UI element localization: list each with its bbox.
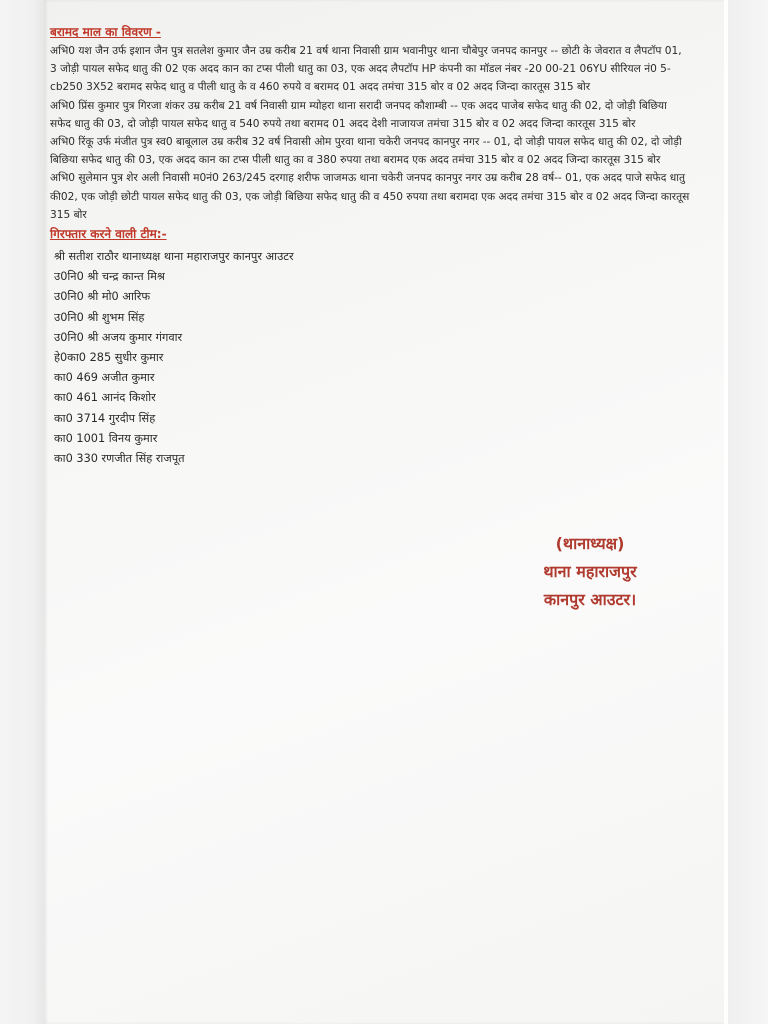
signature-station: थाना महाराजपुर bbox=[543, 562, 637, 581]
right-background bbox=[728, 0, 768, 1024]
team-member: उ0नि0 श्री चन्द्र कान्त मिश्र bbox=[54, 270, 165, 284]
team-member: का0 3714 गुरदीप सिंह bbox=[54, 411, 156, 425]
accused-3-paragraph: अभि0 रिंकू उर्फ मंजीत पुत्र स्व0 बाबूलाल उम्र करीब 32 वर्ष निवासी ओम पुरवा थाना चकेरी जनपद कानपुर नगर -- 01, दो जोड़ी पायल सफेद धातु की 02, दो जोड़ी बिछिया सफेद धातु की 03, एक अदद कान का टप्स पीली धातु का व 380 रुपया तथा बरामद एक अदद तमंचा 315 बोर व 02 अदद जिन्दा कारतूस 315 बोर bbox=[50, 136, 682, 167]
team-member: उ0नि0 श्री मो0 आरिफ bbox=[54, 290, 151, 304]
accused-2-paragraph: अभि0 प्रिंस कुमार पुत्र गिरजा शंकर उम्र करीब 21 वर्ष निवासी ग्राम म्योहरा थाना सरादी जनपद कौशाम्बी -- एक अदद पाजेब सफेद धातु की 02, दो जोड़ी बिछिया सफेद धातु की 03, दो जोड़ी पायल सफेद धातु व 540 रुपये तथा बरामद 01 अदद देशी नाजायज तमंचा 315 बोर व 02 अदद जिन्दा कारतूस 315 बोर bbox=[50, 99, 667, 130]
recovered-items-heading: बरामद माल का विवरण - bbox=[50, 25, 161, 39]
arresting-team-heading: गिरफ्तार करने वाली टीम:- bbox=[50, 227, 167, 242]
team-member: का0 469 अजीत कुमार bbox=[54, 371, 155, 385]
signature-designation: (थानाध्यक्ष) bbox=[555, 534, 625, 553]
arresting-team-list bbox=[54, 247, 690, 469]
accused-4-paragraph: अभि0 सुलेमान पुत्र शेर अली निवासी म0नं0 263/245 दरगाह शरीफ जाजमऊ थाना चकेरी जनपद कानपुर नगर उम्र करीब 28 वर्ष-- 01, एक अदद पाजे सफेद धातु की02, एक जोड़ी छोटी पायल सफेद धातु की 03, एक जोड़ी बिछिया सफेद धातु की व 450 रुपया तथा बरामदा एक अदद तमंचा 315 बोर व 02 अदद जिन्दा कारतूस 315 बोर bbox=[50, 172, 690, 221]
signature-district: कानपुर आउटर। bbox=[543, 590, 637, 609]
document-content bbox=[50, 24, 690, 469]
team-member: उ0नि0 श्री अजय कुमार गंगवार bbox=[54, 330, 183, 344]
team-member: हे0का0 285 सुधीर कुमार bbox=[54, 351, 164, 365]
team-member: श्री सतीश राठौर थानाध्यक्ष थाना महाराजपुर कानपुर आउटर bbox=[54, 250, 294, 264]
team-member: का0 461 आनंद किशोर bbox=[54, 391, 156, 405]
left-background bbox=[0, 0, 44, 1024]
team-member: का0 330 रणजीत सिंह राजपूत bbox=[54, 452, 185, 466]
accused-1-paragraph: अभि0 यश जैन उर्फ इशान जैन पुत्र सतलेश कुमार जैन उम्र करीब 21 वर्ष थाना निवासी ग्राम भवानीपुर थाना चौबेपुर जनपद कानपुर -- छोटी के जेवरात व लैपटॉप 01, 3 जोड़ी पायल सफेद धातु की 02 एक अदद कान का टप्स पीली धातु का 03, एक अदद लैपटॉप HP कंपनी का मॉडल नंबर -20 00-21 06YU सीरियल नं0 5- cb250 3X52 बरामद सफेद धातु व पीली धातु के व 460 रुपये व बरामद 01 अदद तमंचा 315 बोर व 02 अदद जिन्दा कारतूस 315 बोर bbox=[50, 45, 682, 94]
team-member: का0 1001 विनय कुमार bbox=[54, 431, 158, 445]
signature-block bbox=[505, 530, 675, 614]
team-member: उ0नि0 श्री शुभम सिंह bbox=[54, 310, 145, 324]
